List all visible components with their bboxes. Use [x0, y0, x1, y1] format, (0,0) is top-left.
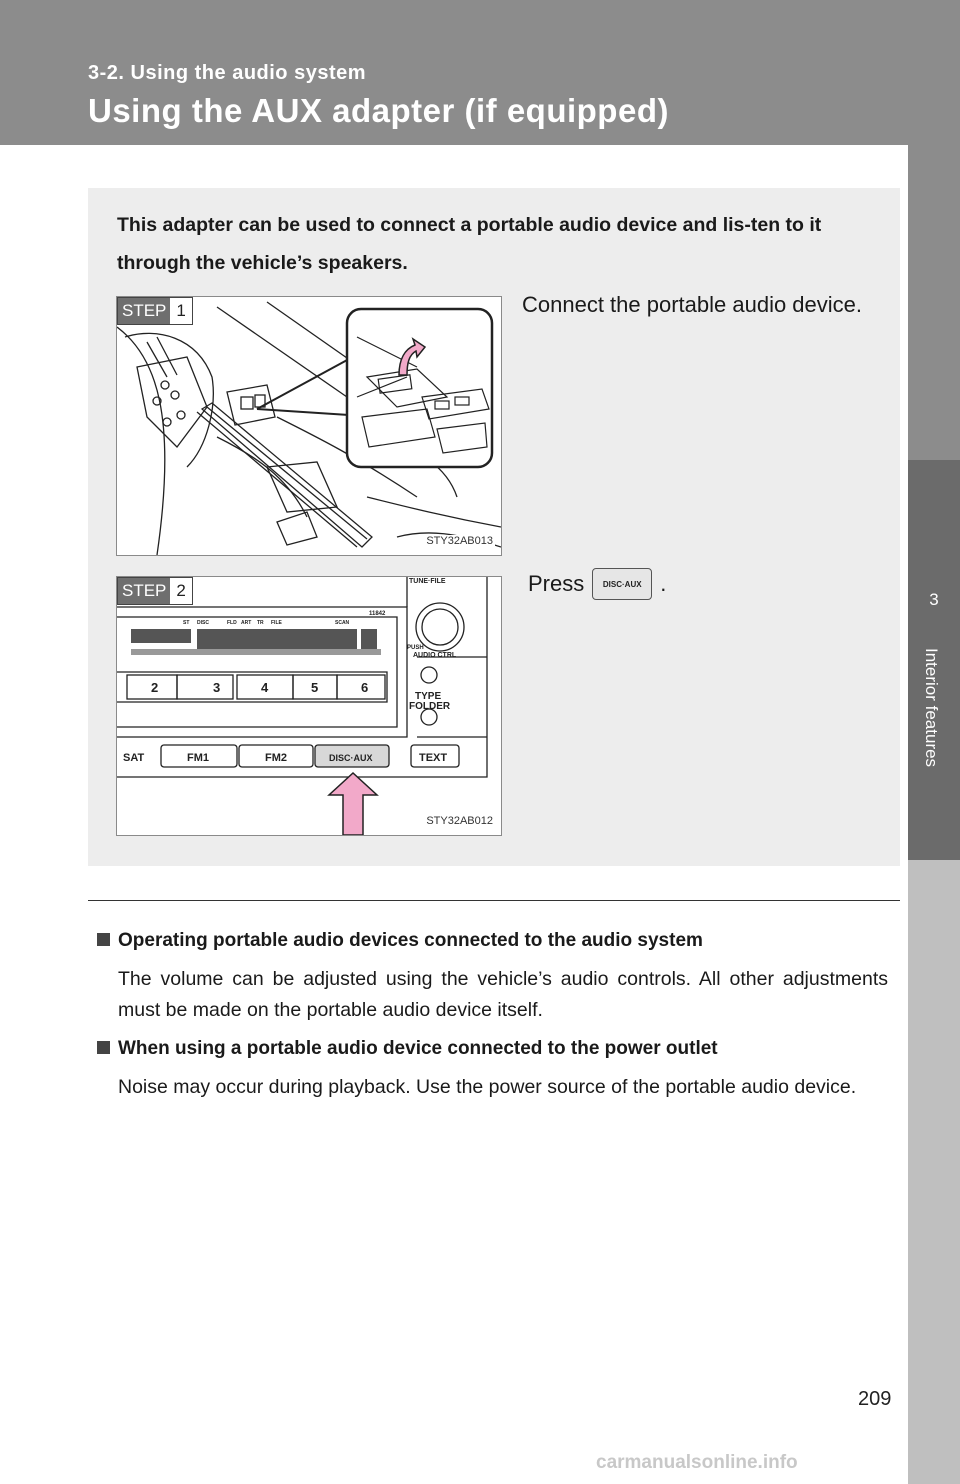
- step2-suffix: .: [660, 571, 667, 596]
- display-tr: TR: [257, 620, 264, 626]
- step1-number: 1: [176, 301, 186, 320]
- header-band: [0, 0, 908, 145]
- display-number: 11842: [369, 611, 386, 617]
- push-label: PUSH: [407, 645, 424, 651]
- figure-step1: [116, 296, 502, 556]
- display-st: ST: [183, 620, 190, 626]
- section-divider: [88, 900, 900, 901]
- band-sat: SAT: [123, 752, 145, 764]
- display-disc: DISC: [197, 620, 209, 626]
- radio-panel-illustration: [117, 577, 501, 835]
- figure1-code: STY32AB013: [426, 535, 493, 547]
- watermark: carmanualsonline.info: [596, 1452, 798, 1473]
- audio-ctrl-label: AUDIO CTRL: [413, 652, 457, 659]
- step2-number: 2: [176, 581, 186, 600]
- type-label: TYPE: [415, 691, 442, 702]
- side-tab-top: [908, 0, 960, 460]
- side-tab-bottom: [908, 860, 960, 1484]
- display-scan: SCAN: [335, 620, 350, 626]
- preset-5: 5: [311, 680, 319, 695]
- step2-badge: [117, 577, 193, 605]
- preset-6: 6: [361, 680, 369, 695]
- preset-4: 4: [261, 680, 269, 695]
- display-fld: FLD: [227, 620, 237, 626]
- bullet-square-icon: [97, 1041, 110, 1054]
- band-fm1: FM1: [187, 752, 209, 764]
- step2-prefix: Press: [528, 571, 585, 596]
- section-label: 3-2. Using the audio system: [88, 62, 367, 84]
- console-illustration: [117, 297, 501, 555]
- disc-aux-button-icon: DISC·AUX: [592, 568, 652, 600]
- step2-instruction: [528, 568, 666, 600]
- tune-label: TUNE·FILE: [409, 578, 446, 585]
- note1-body: The volume can be adjusted using the vehicle’s audio controls. All other adjustments must be made on the portable audio device itself.: [118, 968, 888, 1021]
- bullet-square-icon: [97, 933, 110, 946]
- figure-step2: [116, 576, 502, 836]
- intro-text: This adapter can be used to connect a portable audio device and lis-ten to it through the vehicle’s speakers.: [117, 214, 822, 274]
- note2-body: Noise may occur during playback. Use the power source of the portable audio device.: [118, 1076, 857, 1098]
- step2-word: STEP: [118, 578, 170, 604]
- step1-badge: [117, 297, 193, 325]
- preset-2: 2: [151, 680, 159, 695]
- figure2-code: STY32AB012: [426, 815, 493, 827]
- preset-3: 3: [213, 680, 221, 695]
- folder-label: FOLDER: [409, 701, 451, 712]
- display-file: FILE: [271, 620, 282, 626]
- page-title: Using the AUX adapter (if equipped): [88, 92, 669, 129]
- page-number: 209: [858, 1388, 892, 1410]
- chapter-number: 3: [929, 590, 939, 609]
- chapter-title: Interior features: [922, 648, 941, 768]
- note1-heading: Operating portable audio devices connected to the audio system: [97, 930, 703, 952]
- step1-word: STEP: [118, 298, 170, 324]
- step1-instruction: Connect the portable audio device.: [522, 292, 863, 317]
- band-fm2: FM2: [265, 752, 287, 764]
- band-disc-aux: DISC·AUX: [329, 753, 373, 763]
- note2-heading: When using a portable audio device connected to the power outlet: [97, 1038, 718, 1060]
- band-text: TEXT: [419, 752, 448, 764]
- display-art: ART: [241, 620, 252, 626]
